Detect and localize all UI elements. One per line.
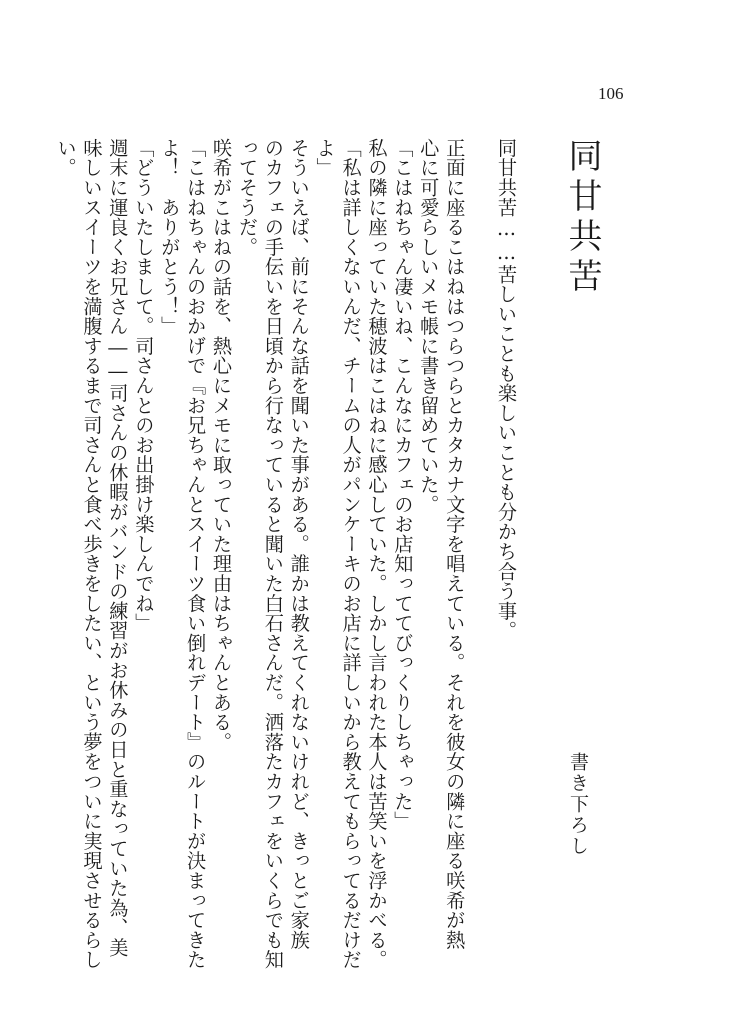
text-line: 「どういたしまして。司さんとのお出掛け楽しんでね」	[132, 138, 156, 633]
body-text	[54, 138, 519, 988]
text-line: 週末に運良くお兄さん――司さんの休暇がバンドの練習がお休みの日と重なっていた為、美	[106, 138, 130, 958]
text-line: のカフェの手伝いを日頃から行なっていると聞いた白石さんだ。洒落たカフェをいくらでも知	[261, 138, 285, 970]
page-number: 106	[598, 84, 624, 103]
text-line: い。	[54, 138, 78, 178]
text-line: そういえば、前にそんな話を聞いた事がある。誰かは教えてくれないけれど、きっとご家族	[287, 138, 311, 950]
text-line: 「私は詳しくないんだ、チームの人がパンケーキのお店に詳しいから教えてもらってるだけだ	[339, 138, 363, 970]
blank-line	[467, 138, 493, 988]
text-line: 咲希がこはねの話を、熱心にメモに取っていた理由はちゃんとある。	[210, 138, 234, 752]
text-line: 同甘共苦……苦しいことも楽しいことも分かち合う事。	[495, 138, 518, 641]
text-line: 正面に座るこはねはつらつらとカタカナ文字を唱えている。それを彼女の隣に座る咲希が熱	[443, 138, 467, 950]
text-line: よ！ ありがとう！」	[158, 138, 182, 336]
text-line: 私の隣に座っていた穂波はこはねに感心していた。しかし言われた本人は苦笑いを浮かべる。	[365, 138, 389, 970]
text-line: 味しいスイーツを満腹するまで司さんと食べ歩きをしたい、という夢をついに実現させるらし	[80, 138, 104, 970]
text-line: 「こはねちゃんのおかげで『お兄ちゃんとスイーツ食い倒れデート』のルートが決まってきた	[184, 138, 208, 970]
section-label: 書き下ろし	[567, 752, 589, 857]
text-line: ってそうだ。	[235, 138, 259, 257]
text-line: 「こはねちゃん凄いね、こんなにカフェのお店知っててびっくりしちゃった」	[391, 138, 415, 831]
text-line: 心に可愛らしいメモ帳に書き留めていた。	[417, 138, 441, 515]
chapter-title: 同甘共苦	[562, 138, 602, 298]
text-line: よ」	[313, 138, 337, 178]
